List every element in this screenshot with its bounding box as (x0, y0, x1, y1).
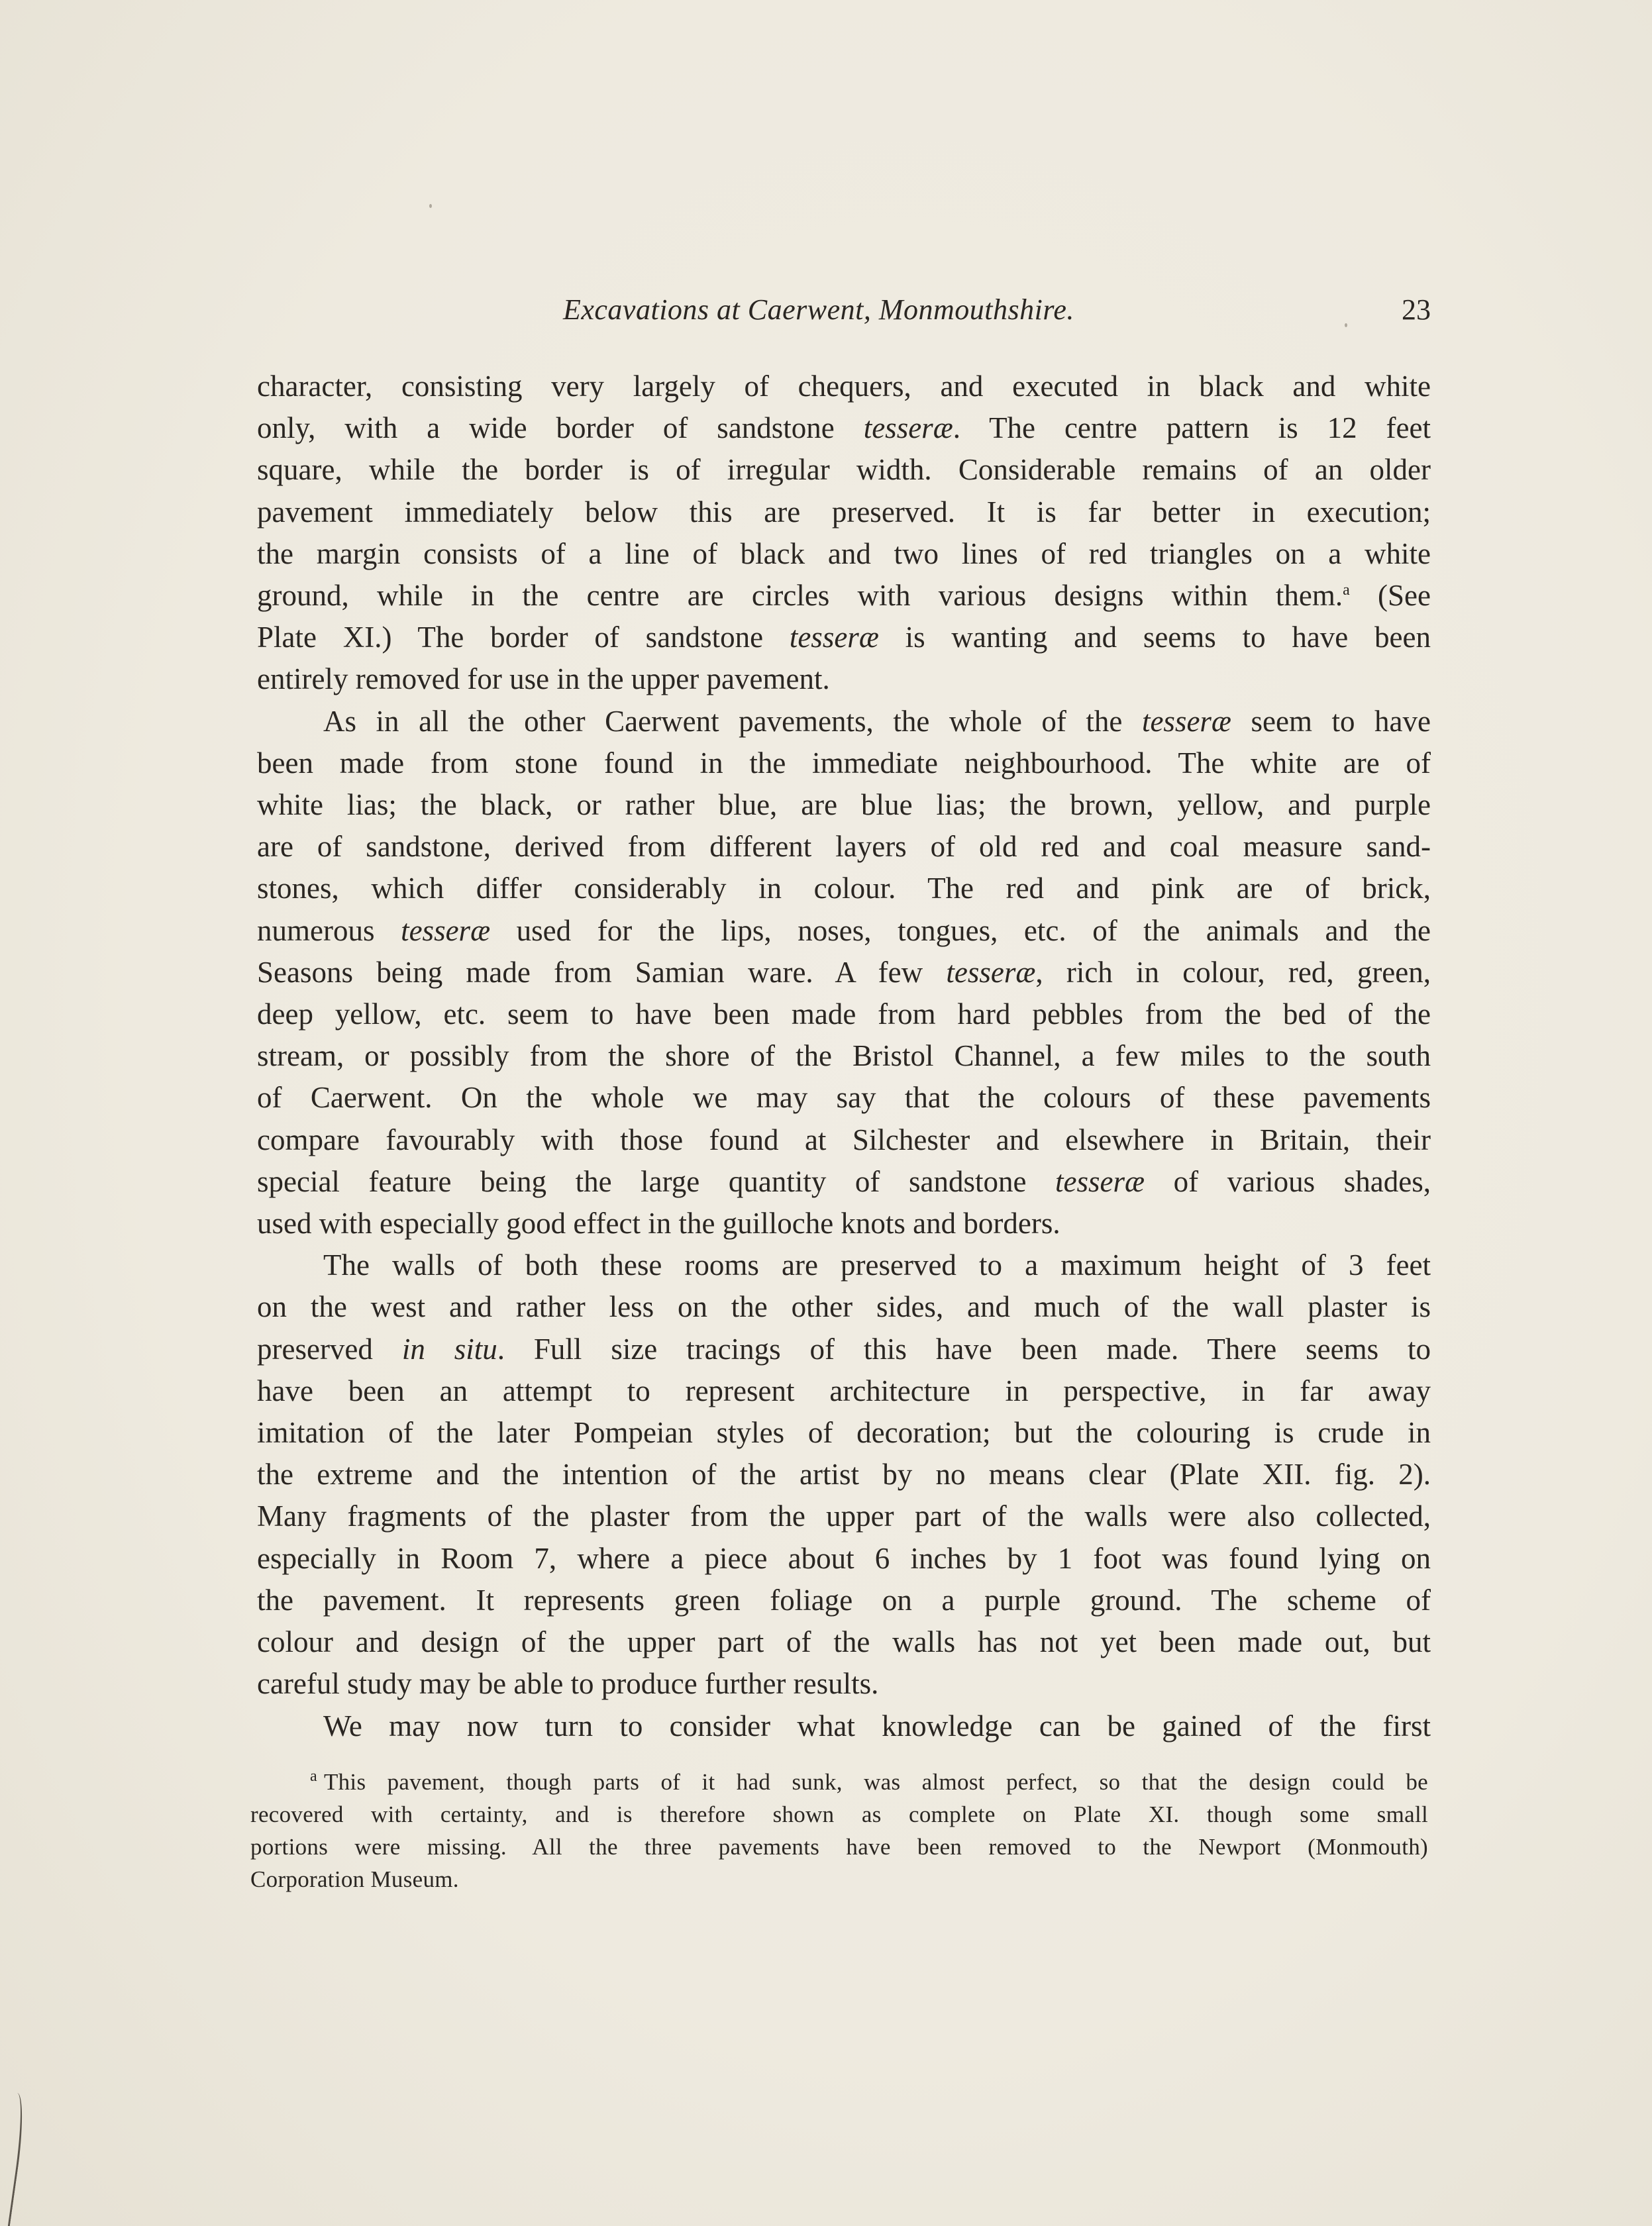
paragraph-line: the extreme and the intention of the artist by no means clear (Plate XII. fig. 2). (257, 1458, 1431, 1492)
paragraph-first-line: As in all the other Caerwent pavements, the whole of the tesseræ seem to have (323, 704, 1431, 738)
paragraph-line: careful study may be able to produce further results. (257, 1667, 879, 1701)
paragraph-line: ground, while in the centre are circles with various designs within them.$^a$ (See (257, 579, 1431, 613)
paragraph-line: deep yellow, etc. seem to have been made from hard pebbles from the bed of the (257, 997, 1431, 1031)
paragraph-line: of Caerwent. On the whole we may say that the colours of these pavements (257, 1081, 1431, 1115)
paragraph-line: are of sandstone, derived from different layers of old red and coal measure sand- (257, 830, 1431, 864)
footnote-marker: a (310, 1768, 317, 1786)
paragraph-first-line: The walls of both these rooms are preserved to a maximum height of 3 feet (323, 1248, 1431, 1282)
italic-term: tesseræ (1141, 704, 1231, 738)
footnote-line: Corporation Museum. (250, 1866, 459, 1892)
italic-term: in situ (401, 1332, 497, 1366)
paragraph-line: compare favourably with those found at Silchester and elsewhere in Britain, their (257, 1123, 1431, 1156)
paragraph-first-line: character, consisting very largely of chequers, and executed in black and white (257, 370, 1431, 403)
body-text (257, 366, 1431, 1747)
paragraph-line: entirely removed for use in the upper pavement. (257, 662, 830, 696)
paragraph-line: have been an attempt to represent architecture in perspective, in far away (257, 1374, 1431, 1407)
paragraph-line: white lias; the black, or rather blue, are blue lias; the brown, yellow, and purple (257, 788, 1431, 822)
paragraph-line: preserved in situ. Full size tracings of this have been made. There seems to (257, 1332, 1431, 1366)
paragraph-line: square, while the border is of irregular width. Considerable remains of an older (257, 453, 1431, 487)
paragraph-line: only, with a wide border of sandstone tesseræ. The centre pattern is 12 feet (257, 411, 1431, 445)
paragraph-first-line: We may now turn to consider what knowledge can be gained of the first (323, 1709, 1431, 1743)
paragraph-line: the pavement. It represents green foliage on a purple ground. The scheme of (257, 1583, 1431, 1617)
footnote-line: $^a$ This pavement, though parts of it had sunk, was almost perfect, so that the design could be (310, 1768, 1428, 1795)
italic-term: tesseræ (1055, 1164, 1145, 1198)
paragraph-line: Many fragments of the plaster from the upper part of the walls were also collected, (257, 1499, 1431, 1533)
footnote (250, 1766, 1428, 1896)
italic-term: tesseræ (401, 913, 491, 947)
running-title: Excavations at Caerwent, Monmouthshire. (563, 293, 1074, 326)
paragraph-line: Plate XI.) The border of sandstone tesseræ is wanting and seems to have been (257, 621, 1431, 654)
paragraph-line: Seasons being made from Samian ware. A few tesseræ, rich in colour, red, green, (257, 955, 1431, 989)
footnote-line: recovered with certainty, and is therefore shown as complete on Plate XI. though some small (250, 1801, 1428, 1827)
paragraph-line: especially in Room 7, where a piece about 6 inches by 1 foot was found lying on (257, 1541, 1431, 1575)
italic-term: tesseræ (789, 621, 879, 654)
paragraph-line: stones, which differ considerably in colour. The red and pink are of brick, (257, 872, 1431, 905)
paragraph-line: special feature being the large quantity of sandstone tesseræ of various shades, (257, 1164, 1431, 1198)
paragraph-line: stream, or possibly from the shore of the Bristol Channel, a few miles to the south (257, 1039, 1431, 1073)
footnote-line: portions were missing. All the three pavements have been removed to the Newport (Monmouth) (250, 1834, 1428, 1860)
italic-term: tesseræ (863, 411, 953, 445)
paragraph-line: the margin consists of a line of black and two lines of red triangles on a white (257, 536, 1431, 570)
paragraph-line: pavement immediately below this are preserved. It is far better in execution; (257, 495, 1431, 529)
paragraph-line: colour and design of the upper part of the walls has not yet been made out, but (257, 1625, 1431, 1659)
paragraph-line: been made from stone found in the immediate neighbourhood. The white are of (257, 746, 1431, 780)
paragraph-line: used with especially good effect in the guilloche knots and borders. (257, 1207, 1060, 1240)
paragraph-line: imitation of the later Pompeian styles of decoration; but the colouring is crude in (257, 1416, 1431, 1450)
paragraph-line: on the west and rather less on the other sides, and much of the wall plaster is (257, 1290, 1431, 1324)
footnote-reference: a (1343, 582, 1350, 599)
footnotes (250, 1766, 1428, 1896)
italic-term: tesseræ (946, 955, 1036, 989)
page-number: 23 (1402, 293, 1431, 326)
page-header (258, 293, 1431, 332)
paragraph-line: numerous tesseræ used for the lips, noses, tongues, etc. of the animals and the (257, 913, 1431, 947)
paper-speck (429, 204, 432, 208)
